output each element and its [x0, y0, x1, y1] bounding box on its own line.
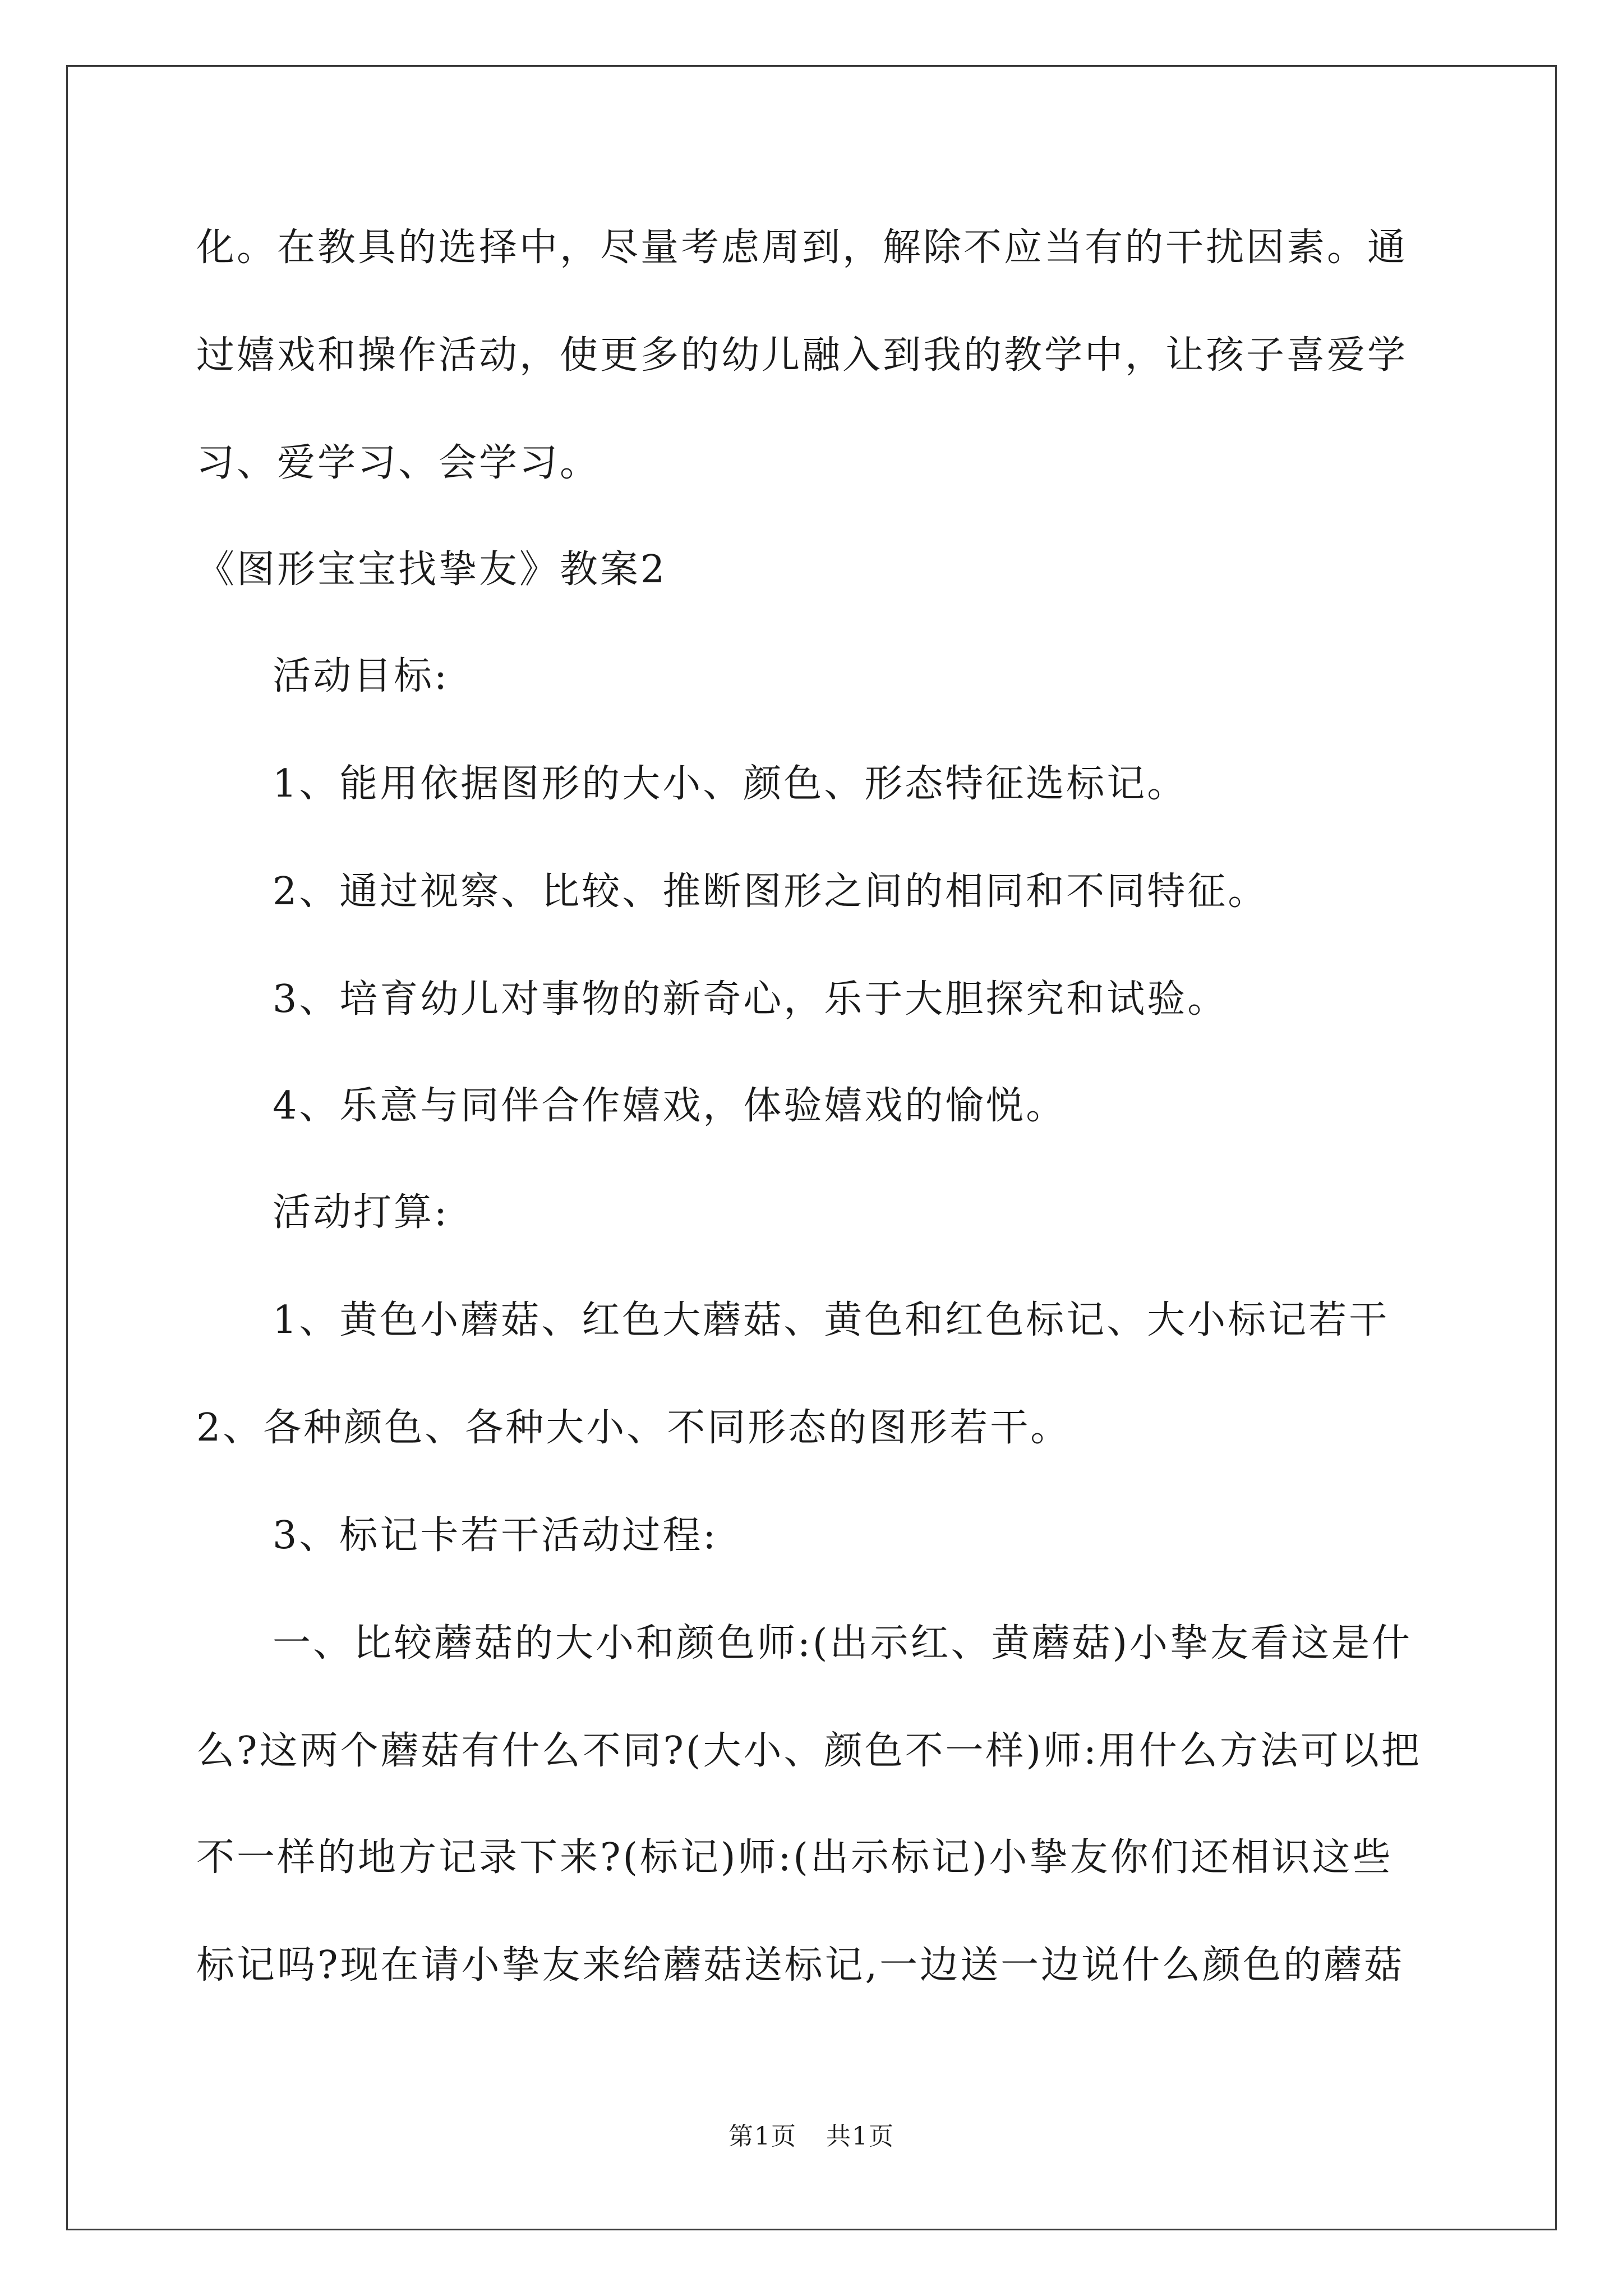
text-line: 1、黄色小蘑菇、红色大蘑菇、黄色和红色标记、大小标记若干: [273, 1298, 1390, 1342]
page-number: 第1页: [728, 2122, 797, 2151]
text-line: 4、乐意与同伴合作嬉戏，体验嬉戏的愉悦。: [273, 1084, 1067, 1128]
text-line: 3、培育幼儿对事物的新奇心，乐于大胆探究和试验。: [273, 977, 1228, 1022]
text-line: 活动打算:: [273, 1190, 449, 1235]
page-border: [66, 65, 1557, 2230]
text-line: 习、爱学习、会学习。: [196, 441, 601, 485]
text-line: 么?这两个蘑菇有什么不同?(大小、颜色不一样)师:用什么方法可以把: [196, 1729, 1422, 1773]
text-line: 《图形宝宝找挚友》教案2: [196, 547, 667, 592]
text-line: 一、比较蘑菇的大小和颜色师:(出示红、黄蘑菇)小挚友看这是什: [273, 1621, 1412, 1665]
text-line: 不一样的地方记录下来?(标记)师:(出示标记)小挚友你们还相识这些: [196, 1835, 1393, 1880]
page-footer: [0, 2116, 1623, 2152]
text-line: 过嬉戏和操作活动，使更多的幼儿融入到我的教学中，让孩子喜爱学: [196, 333, 1408, 378]
text-line: 标记吗?现在请小挚友来给蘑菇送标记,一边送一边说什么颜色的蘑菇: [196, 1943, 1405, 1987]
text-line: 2、各种颜色、各种大小、不同形态的图形若干。: [196, 1406, 1071, 1450]
text-line: 3、标记卡若干活动过程:: [273, 1513, 718, 1558]
text-line: 化。在教具的选择中，尽量考虑周到，解除不应当有的干扰因素。通: [196, 226, 1408, 270]
page-total: 共1页: [826, 2122, 895, 2151]
text-line: 活动目标:: [273, 654, 449, 698]
text-line: 2、通过视察、比较、推断图形之间的相同和不同特征。: [273, 869, 1269, 914]
text-line: 1、能用依据图形的大小、颜色、形态特征选标记。: [273, 762, 1188, 806]
